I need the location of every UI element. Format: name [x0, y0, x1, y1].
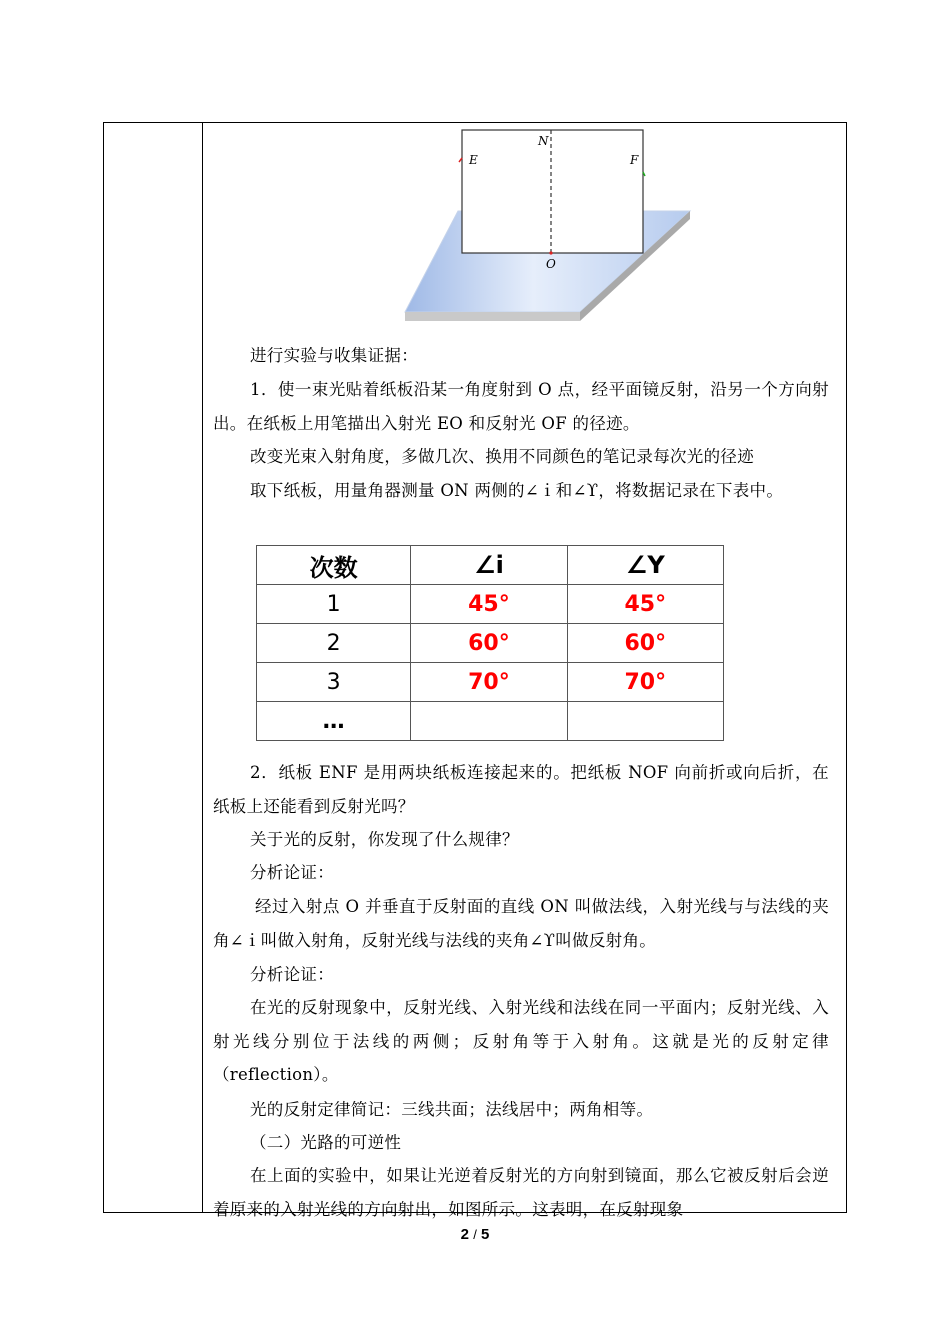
mirror-edge-front: [405, 312, 580, 321]
paragraph: 改变光束入射角度，多做几次、换用不同颜色的笔记录每次光的径迹: [250, 447, 754, 466]
paragraph: 取下纸板，用量角器测量 ON 两侧的∠ｉ和∠ϒ，将数据记录在下表中。: [250, 481, 784, 500]
paragraph: 分析论证：: [250, 965, 334, 984]
table-row: [257, 663, 724, 702]
angle-data-table: [256, 545, 724, 741]
paragraph: 经过入射点 O 并垂直于反射面的直线 ON 叫做法线，入射光线与与法线的夹角∠ｉ叫做入射角，反射光线与法线的夹角∠ϒ叫做反射角。: [213, 897, 829, 950]
header-incidence-angle: ∠i: [411, 546, 567, 585]
paragraph: 在上面的实验中，如果让光逆着反射光的方向射到镜面，那么它被反射后会逆着原来的入射光线的方向射出，如图所示。这表明，在反射现象: [213, 1166, 829, 1219]
run-number: …: [257, 702, 411, 741]
reflection-value: 60°: [567, 624, 723, 663]
label-f: F: [630, 153, 639, 167]
paragraph: （二）光路的可逆性: [250, 1133, 402, 1152]
paragraph: 1．使一束光贴着纸板沿某一角度射到 O 点，经平面镜反射，沿另一个方向射出。在纸板上用笔描出入射光 EO 和反射光 OF 的径迹。: [213, 380, 829, 433]
header-count: 次数: [257, 546, 411, 585]
paragraph: 在光的反射现象中，反射光线、入射光线和法线在同一平面内；反射光线、入射光线分别位于法线的两侧；反射角等于入射角。这就是光的反射定律（reflection）。: [213, 998, 829, 1084]
paragraph: 关于光的反射，你发现了什么规律？: [250, 830, 519, 849]
reflection-value: 70°: [567, 663, 723, 702]
label-e: E: [469, 153, 478, 167]
incidence-value: 60°: [411, 624, 567, 663]
page-separator: /: [473, 1227, 477, 1242]
incidence-value: 45°: [411, 585, 567, 624]
reflection-value: [567, 702, 723, 741]
paragraph: 进行实验与收集证据：: [250, 346, 418, 365]
current-page: 2: [460, 1226, 470, 1243]
table-row: [257, 585, 724, 624]
paper-board: [462, 130, 643, 253]
run-number: 3: [257, 663, 411, 702]
column-divider: [202, 122, 203, 1213]
paragraph: 光的反射定律简记：三线共面；法线居中；两角相等。: [250, 1100, 654, 1119]
table-row: [257, 624, 724, 663]
label-n: N: [538, 134, 549, 148]
incidence-value: [411, 702, 567, 741]
paragraph: 2．纸板 ENF 是用两块纸板连接起来的。把纸板 NOF 向前折或向后折，在纸板上还能看到反射光吗？: [213, 763, 829, 816]
reflection-value: 45°: [567, 585, 723, 624]
paragraph: 分析论证：: [250, 863, 334, 882]
page-number: [0, 1226, 950, 1243]
reflection-apparatus-figure: [213, 122, 835, 337]
total-pages: 5: [480, 1226, 490, 1243]
mark-o: [549, 251, 552, 254]
table-row: [257, 702, 724, 741]
run-number: 2: [257, 624, 411, 663]
incidence-value: 70°: [411, 663, 567, 702]
table-header-row: [257, 546, 724, 585]
header-reflection-angle: ∠Y: [567, 546, 723, 585]
label-o: O: [546, 257, 556, 271]
run-number: 1: [257, 585, 411, 624]
